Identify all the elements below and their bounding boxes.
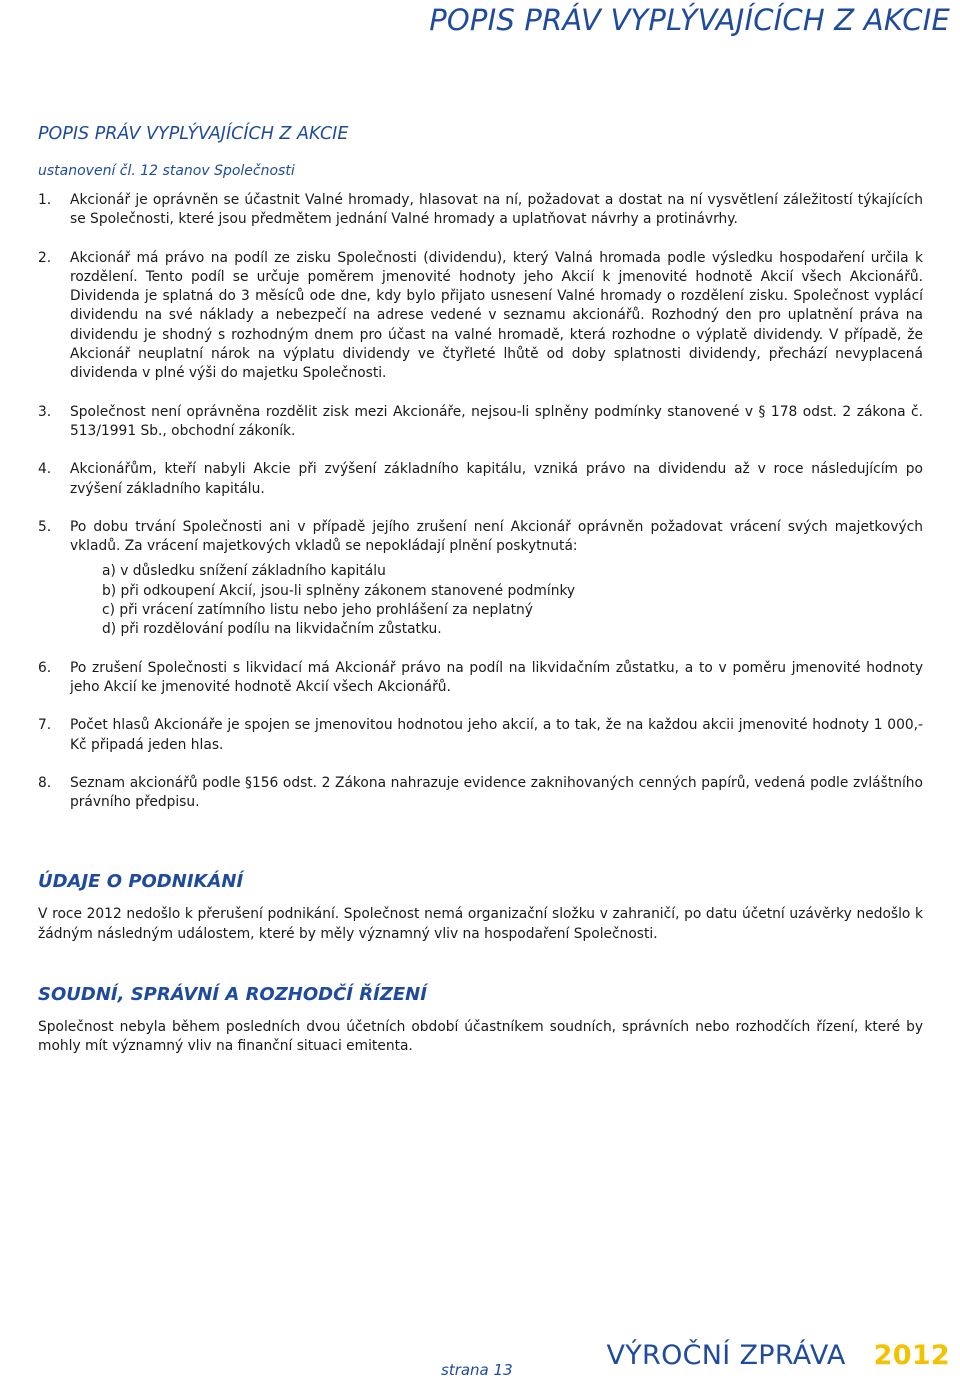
list-item: [38, 659, 923, 698]
page-header-title: POPIS PRÁV VYPLÝVAJÍCÍCH Z AKCIE: [429, 3, 950, 37]
list-item-text: Akcionář má právo na podíl ze zisku Společnosti (dividendu), který Valná hromada podle výsledku hospodaření určila k rozdělení. Tento podíl se určuje poměrem jmenovité hodnoty jeho Akcií k jmenovité hodnotě Akcií všech Akcionářů. Dividenda je splatná do 3 měsíců ode dne, kdy bylo přijato usnesení Valné hromady o rozdělení zisku. Společnost vyplácí dividendu na své náklady a nebezpečí na adrese vedené v seznamu akcionářů. Rozhodný den pro uplatnění práva na dividendu je shodný s rozhodným dnem pro účast na valné hromadě, která rozhodne o výplatě dividendy. V případě, že Akcionář neuplatní nárok na výplatu dividendy ve čtyřleté lhůtě od doby splatnosti dividendy, přechází nevyplacená dividenda v plné výši do majetku Společnosti.: [70, 249, 923, 382]
list-item: [38, 460, 923, 499]
section-subtitle: ustanovení čl. 12 stanov Společnosti: [38, 163, 295, 179]
list-item-text: Akcionářům, kteří nabyli Akcie při zvýšení základního kapitálu, vzniká právo na dividendu až v roce následujícím po zvýšení základního kapitálu.: [70, 461, 923, 497]
list-item: [38, 518, 923, 640]
list-item-number: 4.: [38, 461, 52, 478]
footer-report-title: [606, 1340, 950, 1371]
list-item-number: 1.: [38, 192, 52, 208]
section-title-proceedings: SOUDNÍ, SPRÁVNÍ A ROZHODČÍ ŘÍZENÍ: [38, 984, 427, 1006]
list-item: [38, 774, 923, 813]
list-item-text: Po dobu trvání Společnosti ani v případě jejího zrušení není Akcionář oprávněn požadovat vrácení svých majetkových vkladů. Za vrácení majetkových vkladů se nepokládají plnění poskytnutá:: [70, 518, 923, 555]
list-item-number: 6.: [38, 659, 52, 676]
list-item: [38, 191, 923, 230]
list-item-text: Společnost není oprávněna rozdělit zisk mezi Akcionáře, nejsou-li splněny podmínky stanovené v § 178 odst. 2 zákona č. 513/1991 Sb., obchodní zákoník.: [70, 403, 923, 439]
list-item-number: 2.: [38, 249, 52, 266]
rights-list: [38, 191, 923, 812]
list-item-number: 7.: [38, 717, 52, 734]
list-item-number: 5.: [38, 518, 52, 535]
list-item-text: Akcionář je oprávněn se účastnit Valné hromady, hlasovat na ní, požadovat a dostat na ní vysvětlení záležitostí týkajících se Společnosti, které jsou předmětem jednání Valné hromady a uplatňovat návrhy a protinávrhy.: [70, 192, 923, 228]
list-item-number: 8.: [38, 774, 52, 791]
list-item: [38, 403, 923, 442]
sub-list-item: c) při vrácení zatímního listu nebo jeho prohlášení za neplatný: [102, 602, 533, 619]
page-number: strana 13: [441, 1361, 513, 1379]
business-paragraph: V roce 2012 nedošlo k přerušení podnikání. Společnost nemá organizační složku v zahraničí, po datu účetní uzávěrky nedošlo k žádným následným událostem, které by měly významný vliv na hospodaření Společnosti.: [38, 906, 923, 942]
sub-list-item: d) při rozdělování podílu na likvidačním zůstatku.: [102, 621, 442, 638]
list-item-text: Počet hlasů Akcionáře je spojen se jmenovitou hodnotou jeho akcií, a to tak, že na každou akcii jmenovité hodnoty 1 000,- Kč připadá jeden hlas.: [70, 717, 923, 753]
list-item-text: Po zrušení Společnosti s likvidací má Akcionář právo na podíl na likvidačním zůstatku, a to v poměru jmenovité hodnoty jeho Akcií ke jmenovité hodnotě Akcií všech Akcionářů.: [70, 659, 923, 695]
sub-list-item: a) v důsledku snížení základního kapitálu: [102, 563, 386, 580]
list-item-text: Seznam akcionářů podle §156 odst. 2 Zákona nahrazuje evidence zaknihovaných cenných papírů, vedená podle zvláštního právního předpisu.: [70, 774, 923, 811]
main-content: [38, 124, 923, 1057]
list-item: [38, 249, 923, 384]
list-item: [38, 716, 923, 755]
report-year: 2012: [873, 1340, 950, 1371]
sub-list: [102, 562, 923, 639]
sub-list-item: b) při odkoupení Akcií, jsou-li splněny zákonem stanovené podmínky: [102, 582, 576, 599]
list-item-number: 3.: [38, 403, 52, 420]
report-name: VÝROČNÍ ZPRÁVA: [606, 1340, 846, 1371]
proceedings-paragraph: Společnost nebyla během posledních dvou účetních období účastníkem soudních, správních nebo rozhodčích řízení, které by mohly mít významný vliv na finanční situaci emitenta.: [38, 1019, 923, 1055]
section-title-rights: POPIS PRÁV VYPLÝVAJÍCÍCH Z AKCIE: [38, 124, 349, 144]
section-title-business: ÚDAJE O PODNIKÁNÍ: [38, 871, 244, 893]
